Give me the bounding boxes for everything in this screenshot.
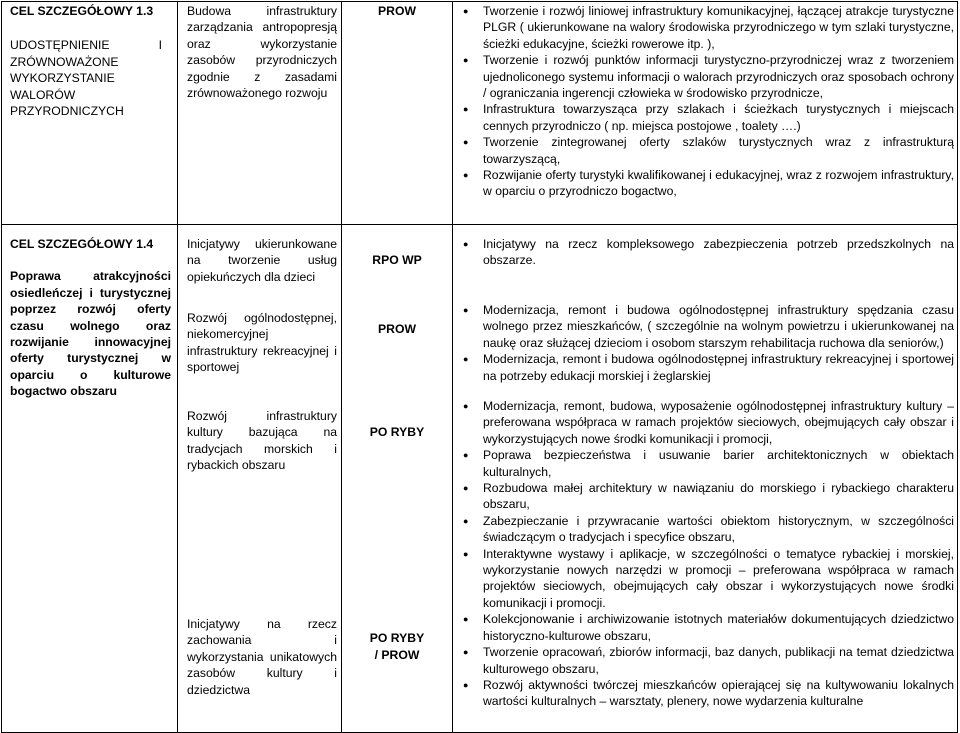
list-item: ● Tworzenie opracowań, zbiorów informacji, baz danych, publikacji na temat dziedzictwa kulturowego obszaru, (458, 644, 954, 677)
action-text: Rozwój infrastruktury kultury bazująca na tradycjach morskich i rybackich obszaru (187, 409, 337, 473)
fund-label: PO RYBY / PROW (369, 631, 425, 662)
action-text: Inicjatywy na rzecz zachowania i wykorzystania unikatowych zasobów kultury i dziedzictwa (187, 617, 337, 697)
strategy-table (1, 1, 958, 733)
fund-label: PROW (378, 322, 416, 337)
list-item: ● Zabezpieczanie i przywracanie wartości obiektom historycznym, w szczególności świadczącym o tradycjach i specyfice obszaru, (458, 513, 954, 546)
goal-cell (2, 2, 178, 225)
goal-cell (2, 225, 178, 733)
list-item: ● Inicjatywy na rzecz kompleksowego zabezpieczenia potrzeb przedszkolnych na obszarze. (458, 236, 954, 269)
list-item: ● Tworzenie i rozwój punktów informacji turystyczno-przyrodniczej wraz z tworzeniem ujednoliconego systemu informacji o walorach przyrodniczych oraz sposobach ochrony / ograniczania ingerencji człowieka w środowisko przyrodnicze, (458, 52, 954, 101)
list-item: ● Modernizacja, remont i budowa ogólnodostępnej infrastruktury rekreacyjnej i sportowej na potrzeby edukacji morskiej i żeglarskiej (458, 351, 954, 384)
list-item: ● Tworzenie i rozwój liniowej infrastruktury komunikacyjnej, łączącej atrakcje turystyczne PLGR ( ukierunkowane na walory środowiska przyrodniczego w tym szlaki turystyczne, ścieżki edukacyjne, ścieżki rowerowe itp. ), (458, 3, 954, 52)
list-item: ● Rozbudowa małej architektury w nawiązaniu do morskiego i rybackiego charakteru obszaru, (458, 480, 954, 513)
action-text: Budowa infrastruktury zarządzania antropopresją oraz wykorzystanie zasobów przyrodniczych zgodnie z zasadami zrównoważonego rozwoju (187, 4, 337, 101)
list-item: ● Rozwój aktywności twórczej mieszkańców opierającej się na kultywowaniu lokalnych wartości kulturalnych – warsztaty, plenery, nowe wydarzenia kulturalne (458, 677, 954, 710)
goal-text: Poprawa atrakcyjności osiedleńczej i turystycznej poprzez rozwój oferty czasu wolnego oraz rozwijanie innowacyjnej oferty turystycznej w oparciu o kulturowe bogactwo obszaru (10, 269, 171, 399)
list-item: ● Tworzenie zintegrowanej oferty szlaków turystycznych wraz z infrastrukturą towarzyszącą, (458, 134, 954, 167)
table-row (2, 225, 958, 733)
action-text: Rozwój ogólnodostępnej, niekomercyjnej infrastruktury rekreacyjnej i sportowej (187, 311, 337, 375)
list-item: ● Poprawa bezpieczeństwa i usuwanie barier architektonicznych w obiektach kulturalnych, (458, 447, 954, 480)
fund-cell (342, 2, 453, 225)
list-item: ● Rozwijanie oferty turystyki kwalifikowanej i edukacyjnej, wraz z rozwojem infrastruktury, w oparciu o przyrodniczo bogactwo, (458, 167, 954, 200)
list-item: ● Modernizacja, remont, budowa, wyposażenie ogólnodostępnej infrastruktury kultury – preferowana współpraca w ramach projektów sieciowych, obejmujących cały obszar i wykorzystujących nowe środki komunikacji i promocji, (458, 398, 954, 447)
goal-text: UDOSTĘPNIENIE I ZRÓWNOWAŻONE WYKORZYSTANIE WALORÓW PRZYRODNICZYCH (10, 38, 162, 119)
list-item: ● Modernizacja, remont i budowa ogólnodostępnej infrastruktury spędzania czasu wolnego przez mieszkańców, ( szczególnie na wolnym powietrzu i ukierunkowanej na naukę oraz służącej dzieciom i osobom starszym rehabilitacja ruchowa dla seniorów,) (458, 302, 954, 351)
action-cell (178, 225, 342, 733)
goal-heading: CEL SZCZEGÓŁOWY 1.3 (10, 4, 154, 18)
action-cell (178, 2, 342, 225)
measures-cell (453, 225, 958, 733)
list-item: ● Infrastruktura towarzysząca przy szlakach i ścieżkach turystycznych i miejscach cennych przyrodniczo ( np. miejsca postojowe , toalety ….) (458, 101, 954, 134)
fund-label: PO RYBY (369, 424, 425, 439)
fund-label: RPO WP (372, 253, 422, 267)
fund-cell (342, 225, 453, 733)
list-item: ● Interaktywne wystawy i aplikacje, w szczególności o tematyce rybackiej i morskiej, wykorzystanie nowych narzędzi w promocji – preferowana współpraca w ramach projektów sieciowych, obejmujących cały obszar i wykorzystujących nowe środki komunikacji i promocji. (458, 546, 954, 612)
fund-label: PROW (378, 4, 416, 18)
action-text: Inicjatywy ukierunkowane na tworzenie usług opiekuńczych dla dzieci (187, 237, 337, 284)
list-item: ● Kolekcjonowanie i archiwizowanie istotnych materiałów dokumentujących dziedzictwo historyczno-kulturowe obszaru, (458, 611, 954, 644)
goal-heading: CEL SZCZEGÓŁOWY 1.4 (10, 237, 154, 251)
table-row (2, 2, 958, 225)
measures-cell (453, 2, 958, 225)
